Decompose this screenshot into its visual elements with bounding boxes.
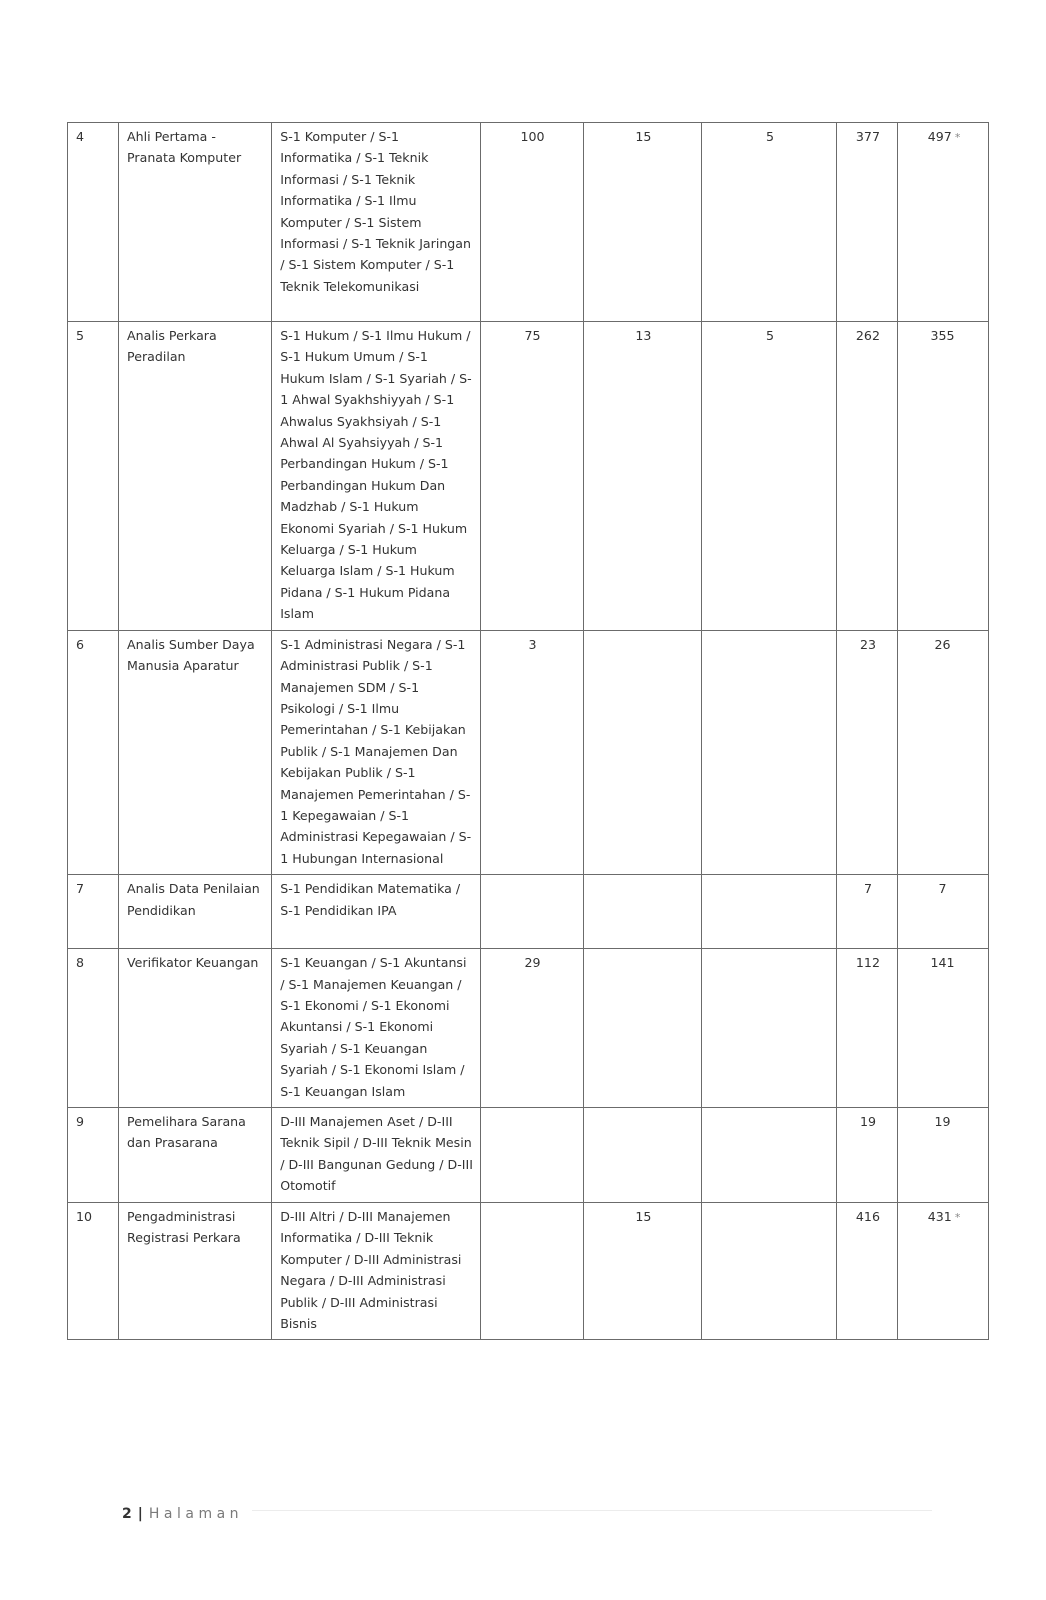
footer-divider: [252, 1510, 932, 1511]
quota-col-3-cell: [702, 1203, 837, 1340]
quota-col-4-cell: [836, 875, 897, 949]
quota-col-4-cell: [836, 1108, 897, 1203]
row-number: 7: [76, 881, 85, 897]
position-name-cell: [119, 322, 272, 631]
quota-col-2-cell: [583, 1203, 701, 1340]
quota-col-1: 75: [524, 328, 541, 343]
table-row: [68, 123, 989, 322]
quota-col-4-cell: [836, 630, 897, 874]
formation-table: [67, 122, 989, 1340]
position-name: Analis Perkara Peradilan: [127, 328, 217, 365]
row-number-cell: [68, 949, 119, 1108]
quota-col-2-cell: [583, 322, 701, 631]
quota-total: 141: [930, 955, 955, 971]
table-row: [68, 949, 989, 1108]
position-name: Verifikator Keuangan: [127, 955, 259, 971]
table-row: [68, 1203, 989, 1340]
quota-col-4-cell: [836, 949, 897, 1108]
quota-col-2-cell: [583, 123, 701, 322]
position-name: Analis Sumber Daya Manusia Aparatur: [127, 636, 255, 674]
row-number-cell: [68, 1108, 119, 1203]
quota-col-1-cell: [480, 630, 583, 874]
quota-col-4: 23: [859, 636, 876, 652]
asterisk-mark: *: [954, 131, 961, 144]
quota-col-1-cell: [480, 875, 583, 949]
quota-total-cell: [898, 875, 989, 949]
row-number-cell: [68, 875, 119, 949]
quota-col-3-cell: [702, 123, 837, 322]
quota-total: 497: [927, 129, 952, 144]
education-requirement-cell: [272, 1108, 480, 1203]
education-requirement: S-1 Keuangan / S-1 Akuntansi / S-1 Manajemen Keuangan / S-1 Ekonomi / S-1 Ekonomi Akuntansi / S-1 Ekonomi Syariah / S-1 Keuangan Syariah / S-1 Ekonomi Islam / S-1 Keuangan Islam: [280, 955, 467, 1099]
position-name-cell: [119, 875, 272, 949]
quota-col-3-cell: [702, 630, 837, 874]
quota-total: 26: [934, 636, 951, 652]
position-name: Pemelihara Sarana dan Prasarana: [127, 1114, 246, 1151]
table-row: [68, 1108, 989, 1203]
quota-col-4: 262: [855, 328, 880, 343]
position-name: Pengadministrasi Registrasi Perkara: [127, 1209, 241, 1246]
quota-col-4-cell: [836, 322, 897, 631]
education-requirement-cell: [272, 949, 480, 1108]
row-number: 6: [76, 636, 85, 652]
table-row: [68, 322, 989, 631]
quota-total-cell: [898, 1203, 989, 1340]
row-number: 4: [76, 129, 85, 144]
row-number-cell: [68, 123, 119, 322]
table-row: [68, 630, 989, 874]
quota-total-cell: [898, 949, 989, 1108]
quota-total: 431: [927, 1209, 952, 1224]
quota-col-3-cell: [702, 949, 837, 1108]
quota-col-4-cell: [836, 1203, 897, 1340]
quota-col-2-cell: [583, 875, 701, 949]
asterisk-mark: *: [954, 1211, 961, 1224]
quota-total: 19: [934, 1114, 951, 1129]
quota-total-cell: [898, 123, 989, 322]
row-number: 8: [76, 955, 85, 971]
quota-col-4: 7: [863, 881, 872, 897]
quota-col-2-cell: [583, 1108, 701, 1203]
table-body: [68, 123, 989, 1340]
education-requirement-cell: [272, 123, 480, 322]
quota-col-1: 29: [524, 955, 541, 971]
page-footer: [122, 1506, 243, 1522]
quota-col-1-cell: [480, 949, 583, 1108]
quota-col-1-cell: [480, 123, 583, 322]
table-row: [68, 875, 989, 949]
quota-col-4: 112: [855, 955, 880, 971]
quota-col-3: 5: [765, 129, 774, 144]
position-name-cell: [119, 123, 272, 322]
quota-total-cell: [898, 1108, 989, 1203]
quota-total-cell: [898, 630, 989, 874]
row-number: 5: [76, 328, 85, 343]
quota-col-2-cell: [583, 630, 701, 874]
quota-col-2-cell: [583, 949, 701, 1108]
quota-col-3-cell: [702, 322, 837, 631]
position-name-cell: [119, 1108, 272, 1203]
row-number-cell: [68, 630, 119, 874]
education-requirement-cell: [272, 322, 480, 631]
row-number: 10: [76, 1209, 93, 1224]
education-requirement: D-III Altri / D-III Manajemen Informatika / D-III Teknik Komputer / D-III Administrasi Negara / D-III Administrasi Publik / D-III Administrasi Bisnis: [280, 1209, 462, 1332]
position-name-cell: [119, 630, 272, 874]
education-requirement-cell: [272, 875, 480, 949]
education-requirement: S-1 Pendidikan Matematika / S-1 Pendidikan IPA: [280, 881, 461, 918]
education-requirement: S-1 Komputer / S-1 Informatika / S-1 Teknik Informasi / S-1 Teknik Informatika / S-1 Ilmu Komputer / S-1 Sistem Informasi / S-1 Teknik Jaringan / S-1 Sistem Komputer / S-1 Teknik Telekomunikasi: [280, 129, 471, 294]
quota-col-3-cell: [702, 1108, 837, 1203]
quota-col-2: 15: [635, 129, 652, 144]
footer-separator: |: [137, 1506, 143, 1522]
quota-col-4: 19: [859, 1114, 876, 1129]
quota-col-1-cell: [480, 1108, 583, 1203]
quota-total-cell: [898, 322, 989, 631]
quota-col-4-cell: [836, 123, 897, 322]
row-number: 9: [76, 1114, 85, 1129]
education-requirement: S-1 Hukum / S-1 Ilmu Hukum / S-1 Hukum Umum / S-1 Hukum Islam / S-1 Syariah / S-1 Ahwal Syakhshiyyah / S-1 Ahwalus Syakhsiyah / S-1 Ahwal Al Syahsiyyah / S-1 Perbandingan Hukum / S-1 Perbandingan Hukum Dan Madzhab / S-1 Hukum Ekonomi Syariah / S-1 Hukum Keluarga / S-1 Hukum Keluarga Islam / S-1 Hukum Pidana / S-1 Hukum Pidana Islam: [280, 328, 472, 622]
quota-col-2: 15: [635, 1209, 652, 1224]
quota-col-3: 5: [765, 328, 774, 343]
quota-col-4: 377: [855, 129, 880, 144]
quota-total: 7: [938, 881, 947, 897]
education-requirement: S-1 Administrasi Negara / S-1 Administrasi Publik / S-1 Manajemen SDM / S-1 Psikologi / S-1 Ilmu Pemerintahan / S-1 Kebijakan Publik / S-1 Manajemen Dan Kebijakan Publik / S-1 Manajemen Pemerintahan / S-1 Kepegawaian / S-1 Administrasi Kepegawaian / S-1 Hubungan Internasional: [280, 636, 472, 866]
row-number-cell: [68, 1203, 119, 1340]
quota-col-1: 3: [528, 636, 537, 652]
position-name-cell: [119, 949, 272, 1108]
quota-col-3-cell: [702, 875, 837, 949]
quota-col-2: 13: [635, 328, 652, 343]
position-name: Ahli Pertama - Pranata Komputer: [127, 129, 242, 166]
education-requirement-cell: [272, 1203, 480, 1340]
quota-col-1-cell: [480, 1203, 583, 1340]
footer-label: Halaman: [148, 1506, 244, 1522]
quota-col-1: 100: [520, 129, 545, 144]
position-name: Analis Data Penilaian Pendidikan: [127, 881, 260, 918]
quota-col-4: 416: [855, 1209, 880, 1224]
education-requirement: D-III Manajemen Aset / D-III Teknik Sipil / D-III Teknik Mesin / D-III Bangunan Gedung / D-III Otomotif: [280, 1114, 473, 1194]
row-number-cell: [68, 322, 119, 631]
position-name-cell: [119, 1203, 272, 1340]
quota-col-1-cell: [480, 322, 583, 631]
education-requirement-cell: [272, 630, 480, 874]
page-number: 2: [122, 1506, 132, 1522]
quota-total: 355: [930, 328, 955, 343]
